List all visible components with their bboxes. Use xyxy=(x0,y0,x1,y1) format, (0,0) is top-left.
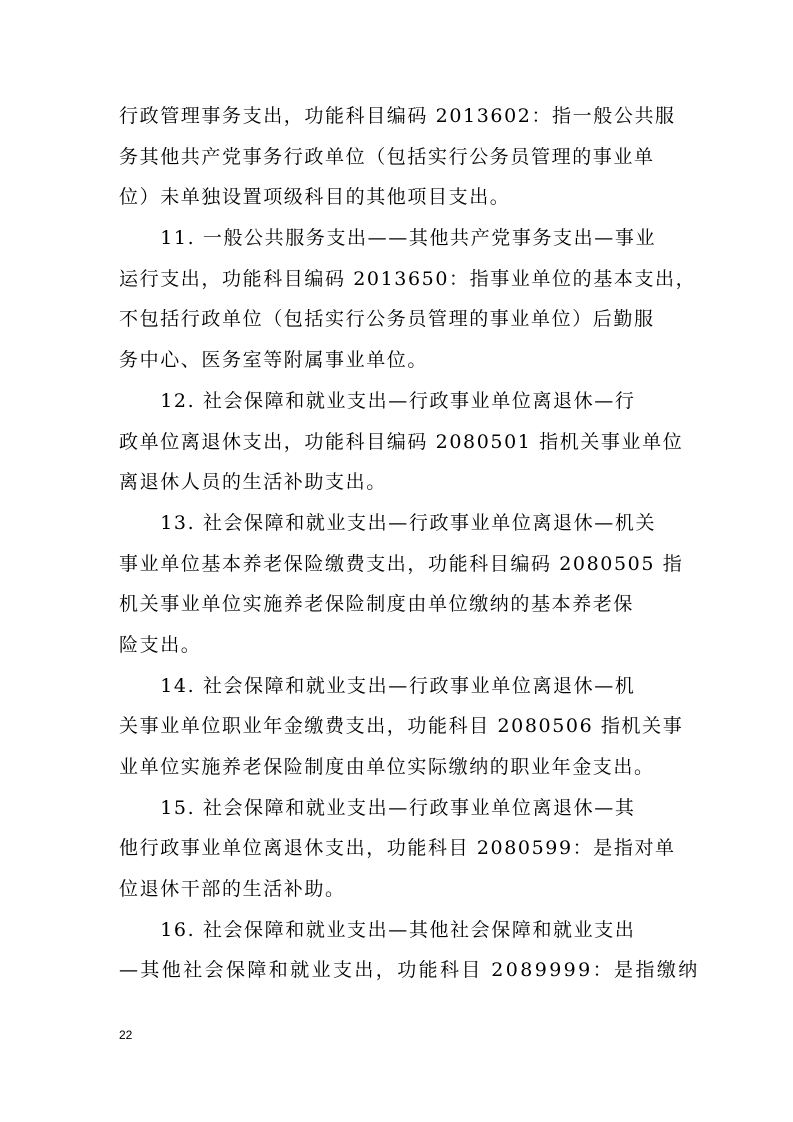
text-line: 他行政事业单位离退休支出，功能科目 2080599：是指对单 xyxy=(119,837,676,860)
text-line: 不包括行政单位（包括实行公务员管理的事业单位）后勤服 xyxy=(119,308,655,331)
text-line: 务其他共产党事务行政单位（包括实行公务员管理的事业单 xyxy=(119,145,655,168)
text-line: 16. 社会保障和就业支出—其他社会保障和就业支出 xyxy=(119,918,636,941)
text-line: 事业单位基本养老保险缴费支出，功能科目编码 2080505 指 xyxy=(119,552,684,575)
text-line: 务中心、医务室等附属事业单位。 xyxy=(119,349,429,372)
text-line: 11. 一般公共服务支出——其他共产党事务支出—事业 xyxy=(119,227,657,250)
text-line: 13. 社会保障和就业支出—行政事业单位离退休—机关 xyxy=(119,511,657,534)
text-line: 15. 社会保障和就业支出—行政事业单位离退休—其 xyxy=(119,796,636,819)
text-line: —其他社会保障和就业支出，功能科目 2089999：是指缴纳 xyxy=(119,959,700,982)
text-line: 业单位实施养老保险制度由单位实际缴纳的职业年金支出。 xyxy=(119,756,655,778)
text-line: 12. 社会保障和就业支出—行政事业单位离退休—行 xyxy=(119,389,636,412)
text-line: 政单位离退休支出，功能科目编码 2080501 指机关事业单位 xyxy=(119,430,684,453)
text-line: 机关事业单位实施养老保险制度由单位缴纳的基本养老保 xyxy=(119,593,635,616)
body-text xyxy=(119,96,700,991)
text-line: 行政管理事务支出，功能科目编码 2013602：指一般公共服 xyxy=(119,105,676,127)
text-line: 险支出。 xyxy=(119,633,202,656)
page-number: 22 xyxy=(119,1028,133,1042)
text-line: 离退休人员的生活补助支出。 xyxy=(119,471,387,494)
text-line: 关事业单位职业年金缴费支出，功能科目 2080506 指机关事 xyxy=(119,715,684,738)
text-line: 14. 社会保障和就业支出—行政事业单位离退休—机 xyxy=(119,674,636,697)
text-line: 位）未单独设置项级科目的其他项目支出。 xyxy=(119,186,511,209)
text-line: 运行支出，功能科目编码 2013650：指事业单位的基本支出， xyxy=(119,267,697,290)
text-line: 位退休干部的生活补助。 xyxy=(119,878,346,901)
